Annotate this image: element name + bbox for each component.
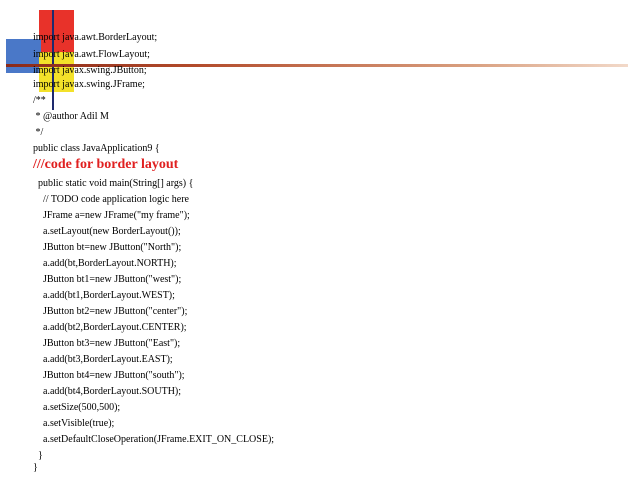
code-line: * @author Adil M [33, 111, 109, 122]
code-line: /** [33, 95, 46, 106]
code-line: import javax.swing.JButton; [33, 65, 147, 76]
code-line: a.setLayout(new BorderLayout()); [33, 226, 181, 237]
code-line: a.add(bt2,BorderLayout.CENTER); [33, 322, 187, 333]
code-line: a.setDefaultCloseOperation(JFrame.EXIT_ON_CLOSE); [33, 434, 275, 445]
code-line: JButton bt3=new JButton("East"); [33, 338, 181, 349]
code-line: public class JavaApplication9 { [33, 143, 160, 154]
code-line: JButton bt2=new JButton("center"); [33, 306, 188, 317]
code-line: import java.awt.BorderLayout; [33, 32, 158, 43]
code-line: } [33, 450, 43, 461]
code-line: a.add(bt3,BorderLayout.EAST); [33, 354, 173, 365]
code-comment-heading: ///code for border layout [33, 157, 179, 172]
code-line: JButton bt1=new JButton("west"); [33, 274, 182, 285]
code-line: a.add(bt4,BorderLayout.SOUTH); [33, 386, 182, 397]
code-line: } [33, 462, 38, 473]
code-line: */ [33, 127, 44, 138]
code-line: a.add(bt,BorderLayout.NORTH); [33, 258, 177, 269]
code-line: // TODO code application logic here [33, 194, 189, 205]
code-line: JButton bt4=new JButton("south"); [33, 370, 185, 381]
code-line: a.setVisible(true); [33, 418, 115, 429]
code-line: import java.awt.FlowLayout; [33, 49, 150, 60]
code-line: import javax.swing.JFrame; [33, 79, 145, 90]
code-line: JButton bt=new JButton("North"); [33, 242, 182, 253]
code-line: JFrame a=new JFrame("my frame"); [33, 210, 190, 221]
code-line: public static void main(String[] args) { [33, 178, 194, 189]
code-line: a.setSize(500,500); [33, 402, 121, 413]
code-line: a.add(bt1,BorderLayout.WEST); [33, 290, 175, 301]
decor-red-square [39, 10, 74, 52]
